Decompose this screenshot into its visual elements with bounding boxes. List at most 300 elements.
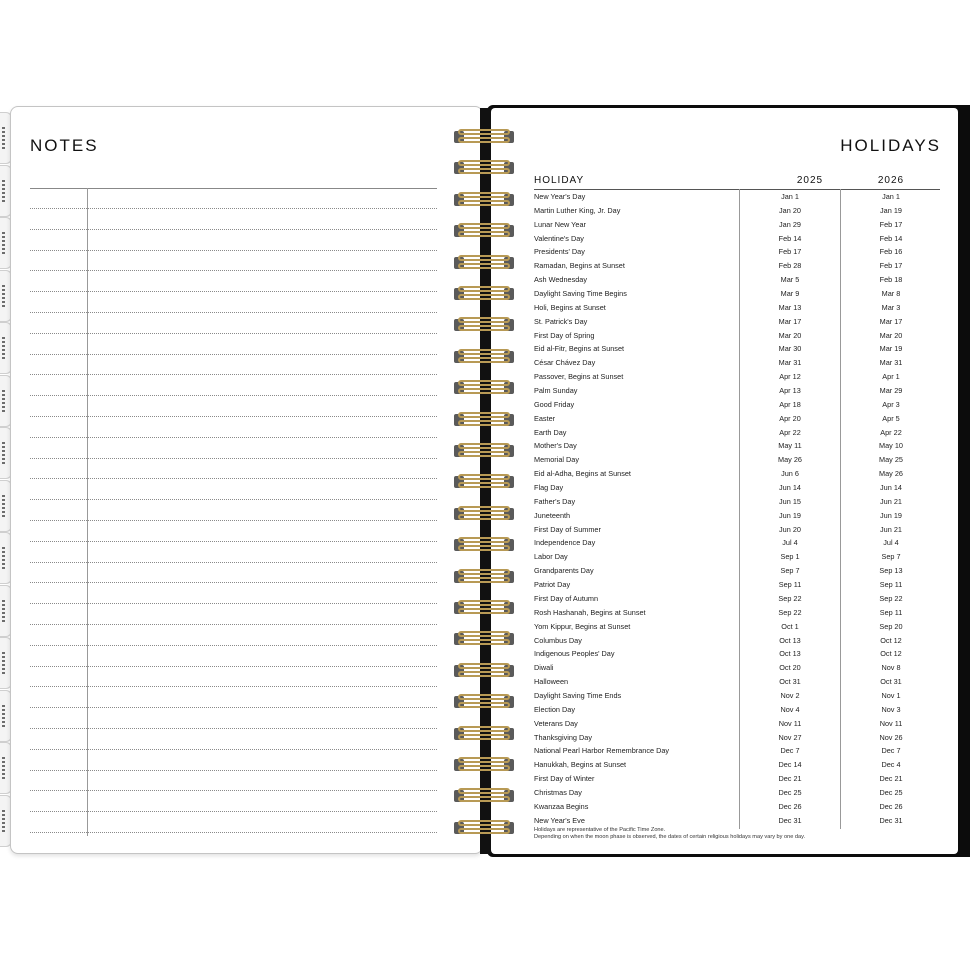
spiral-ring [452, 599, 518, 617]
date-2026: Jul 4 [883, 538, 899, 548]
date-2026: Mar 8 [881, 289, 901, 299]
date-2026: Feb 18 [879, 275, 903, 285]
ring-wire [458, 757, 510, 763]
holiday-name: Ramadan, Begins at Sunset [534, 261, 625, 271]
table-row [534, 578, 940, 592]
date-2026: Nov 26 [879, 732, 903, 742]
holidays-table [534, 173, 940, 828]
table-row [534, 564, 940, 578]
date-2025: Oct 20 [779, 663, 801, 673]
holiday-name: Ash Wednesday [534, 275, 588, 285]
table-row [534, 717, 940, 731]
date-2025: Dec 14 [778, 760, 802, 770]
notes-line [30, 624, 437, 625]
date-2025: Jun 14 [779, 483, 801, 493]
ring-wire [458, 160, 510, 166]
table-row [534, 384, 940, 398]
holiday-name: Palm Sunday [534, 386, 578, 396]
notes-line [30, 582, 437, 583]
date-2026: Jan 19 [880, 205, 902, 215]
date-2026: Jun 14 [880, 483, 902, 493]
ring-wire [458, 317, 510, 323]
date-2026: Mar 31 [879, 358, 903, 368]
holidays-footnote [534, 827, 954, 841]
ring-wire [458, 726, 510, 732]
date-2026: Sep 22 [879, 593, 903, 603]
date-2025: Feb 28 [778, 261, 802, 271]
holiday-name: Columbus Day [534, 635, 582, 645]
ring-wire [458, 694, 510, 700]
notes-line [30, 291, 437, 292]
table-row [534, 329, 940, 343]
ring-wire [458, 168, 510, 174]
tab-label-mark [2, 337, 5, 359]
ring-wire [458, 796, 510, 802]
holiday-name: Earth Day [534, 427, 567, 437]
holiday-name: Memorial Day [534, 455, 580, 465]
holiday-name: Eid al-Fitr, Begins at Sunset [534, 344, 625, 354]
holiday-name: Martin Luther King, Jr. Day [534, 205, 621, 215]
date-2026: Nov 3 [881, 704, 901, 714]
tab-label-mark [2, 705, 5, 727]
date-2025: Jan 20 [779, 205, 801, 215]
table-row [534, 744, 940, 758]
holiday-name: Easter [534, 413, 556, 423]
notes-line [30, 250, 437, 251]
date-2025: Sep 7 [780, 566, 800, 576]
notes-line [30, 312, 437, 313]
ring-wire [458, 514, 510, 520]
notes-line [30, 458, 437, 459]
date-2026: Jun 21 [880, 496, 902, 506]
table-row [534, 412, 940, 426]
table-row [534, 758, 940, 772]
ring-wire [458, 474, 510, 480]
holiday-name: Diwali [534, 663, 554, 673]
notes-line [30, 666, 437, 667]
ring-wire [458, 412, 510, 418]
date-2026: Dec 25 [879, 787, 903, 797]
table-row [534, 786, 940, 800]
date-2026: Sep 11 [879, 607, 903, 617]
holiday-name: Kwanzaa Begins [534, 801, 589, 811]
date-2026: Sep 11 [879, 580, 903, 590]
date-2025: Apr 13 [779, 386, 801, 396]
spiral-ring [452, 159, 518, 177]
holiday-name: Rosh Hashanah, Begins at Sunset [534, 607, 646, 617]
notes-line [30, 374, 437, 375]
holiday-name: Mother's Day [534, 441, 577, 451]
holiday-name: Valentine's Day [534, 233, 584, 243]
date-2026: Dec 7 [881, 746, 901, 756]
holiday-name: César Chávez Day [534, 358, 596, 368]
date-2025: Jun 19 [779, 510, 801, 520]
date-2026: Dec 4 [881, 760, 901, 770]
holiday-name: Flag Day [534, 483, 564, 493]
date-2026: Jun 21 [880, 524, 902, 534]
footnote-line: Holidays are representative of the Pacific Time Zone. [534, 827, 666, 833]
holiday-name: Labor Day [534, 552, 568, 562]
spiral-ring [452, 348, 518, 366]
holiday-name: Good Friday [534, 399, 575, 409]
tab-label-mark [2, 757, 5, 779]
notes-top-rule [30, 188, 437, 189]
date-2025: Nov 4 [780, 704, 800, 714]
date-2026: May 26 [879, 469, 903, 479]
spiral-ring [452, 662, 518, 680]
date-2025: Sep 11 [778, 580, 802, 590]
date-2026: May 10 [879, 441, 903, 451]
ring-wire [458, 631, 510, 637]
date-2026: Nov 11 [879, 718, 903, 728]
notes-line [30, 520, 437, 521]
ring-wire [458, 663, 510, 669]
holiday-name: St. Patrick's Day [534, 316, 588, 326]
date-2025: Apr 18 [779, 399, 801, 409]
date-2025: Apr 20 [779, 413, 801, 423]
notes-line [30, 790, 437, 791]
date-2025: Feb 17 [778, 247, 802, 257]
table-row [534, 661, 940, 675]
date-2026: Apr 22 [880, 427, 902, 437]
table-row [534, 814, 940, 828]
date-2025: Jun 20 [779, 524, 801, 534]
spiral-ring [452, 379, 518, 397]
ring-wire [458, 200, 510, 206]
date-2025: Oct 13 [779, 635, 801, 645]
table-row [534, 634, 940, 648]
notes-line [30, 478, 437, 479]
ring-wire [458, 137, 510, 143]
holiday-name: Patriot Day [534, 580, 571, 590]
date-2026: Sep 13 [879, 566, 903, 576]
table-row [534, 287, 940, 301]
date-2026: Feb 17 [879, 261, 903, 271]
table-row [534, 218, 940, 232]
notes-line [30, 562, 437, 563]
holiday-name: Passover, Begins at Sunset [534, 372, 624, 382]
tab-label-mark [2, 547, 5, 569]
table-row [534, 356, 940, 370]
table-row [534, 772, 940, 786]
table-row [534, 523, 940, 537]
spiral-ring [452, 693, 518, 711]
date-2026: Feb 14 [879, 233, 903, 243]
footnote-line: Depending on when the moon phase is observed, the dates of certain religious holidays may vary by one day. [534, 833, 806, 840]
table-row [534, 800, 940, 814]
spiral-ring [452, 411, 518, 429]
holiday-name: Independence Day [534, 538, 596, 548]
table-row [534, 620, 940, 634]
date-2025: Oct 13 [779, 649, 801, 659]
table-row [534, 675, 940, 689]
date-2025: Apr 22 [779, 427, 801, 437]
date-2026: Apr 1 [882, 372, 900, 382]
holidays-rows [534, 190, 940, 828]
date-2026: Dec 31 [879, 815, 903, 825]
date-2025: Mar 5 [780, 275, 800, 285]
table-row [534, 689, 940, 703]
table-row [534, 731, 940, 745]
date-2026: Oct 12 [880, 635, 902, 645]
ring-wire [458, 357, 510, 363]
ring-wire [458, 639, 510, 645]
tab-label-mark [2, 127, 5, 149]
spiral-ring [452, 505, 518, 523]
date-2026: Jun 19 [880, 510, 902, 520]
ring-wire [458, 388, 510, 394]
header-2026: 2026 [877, 175, 905, 186]
table-row [534, 273, 940, 287]
holiday-name: New Year's Day [534, 192, 586, 201]
date-2025: Oct 1 [781, 621, 799, 631]
header-2025: 2025 [796, 175, 824, 186]
ring-wire [458, 600, 510, 606]
notes-line [30, 333, 437, 334]
spiral-binding [452, 128, 522, 848]
holiday-name: Hanukkah, Begins at Sunset [534, 760, 627, 770]
table-row [534, 439, 940, 453]
notes-line [30, 686, 437, 687]
date-2025: Dec 25 [778, 787, 802, 797]
date-2026: Nov 1 [881, 690, 901, 700]
ring-wire [458, 223, 510, 229]
holiday-name: Christmas Day [534, 787, 582, 797]
table-row [534, 647, 940, 661]
ring-wire [458, 192, 510, 198]
holiday-name: Juneteenth [534, 510, 571, 520]
notes-line [30, 229, 437, 230]
date-2025: Oct 31 [779, 677, 801, 687]
table-row [534, 703, 940, 717]
ring-wire [458, 820, 510, 826]
notes-line [30, 499, 437, 500]
ring-wire [458, 788, 510, 794]
spiral-ring [452, 536, 518, 554]
notes-line [30, 270, 437, 271]
date-2025: Jan 1 [781, 192, 799, 201]
ring-wire [458, 443, 510, 449]
ring-wire [458, 828, 510, 834]
table-row [534, 481, 940, 495]
table-row [534, 495, 940, 509]
date-2025: Mar 9 [780, 289, 800, 299]
holiday-name: Lunar New Year [534, 219, 586, 229]
ring-wire [458, 482, 510, 488]
date-2026: Sep 7 [881, 552, 901, 562]
holiday-name: Veterans Day [534, 718, 578, 728]
ring-wire [458, 545, 510, 551]
date-2025: May 26 [778, 455, 802, 465]
table-row [534, 245, 940, 259]
ring-wire [458, 506, 510, 512]
table-row [534, 426, 940, 440]
table-row [534, 190, 940, 204]
date-2025: Jan 29 [779, 219, 801, 229]
holiday-name: Halloween [534, 677, 569, 687]
holiday-name: Thanksgiving Day [534, 732, 592, 742]
notes-line [30, 416, 437, 417]
spiral-ring [452, 128, 518, 146]
spiral-ring [452, 254, 518, 272]
spiral-ring [452, 222, 518, 240]
tab-label-mark [2, 390, 5, 412]
ring-wire [458, 231, 510, 237]
spiral-ring [452, 568, 518, 586]
holiday-name: Holi, Begins at Sunset [534, 302, 606, 312]
table-row [534, 370, 940, 384]
ring-wire [458, 255, 510, 261]
table-row [534, 259, 940, 273]
holiday-name: Indigenous Peoples' Day [534, 649, 615, 659]
date-2026: Apr 5 [882, 413, 900, 423]
date-2025: Dec 7 [780, 746, 800, 756]
date-2025: Mar 30 [778, 344, 802, 354]
date-2026: Sep 20 [879, 621, 903, 631]
date-2026: Oct 12 [880, 649, 902, 659]
ring-wire [458, 734, 510, 740]
date-2026: Feb 16 [879, 247, 903, 257]
ring-wire [458, 129, 510, 135]
holidays-table-header [534, 173, 940, 190]
notes-line [30, 395, 437, 396]
ring-wire [458, 349, 510, 355]
holiday-name: First Day of Summer [534, 524, 601, 534]
notes-line [30, 728, 437, 729]
spiral-ring [452, 787, 518, 805]
date-2025: Nov 2 [780, 690, 800, 700]
notes-line [30, 707, 437, 708]
table-row [534, 509, 940, 523]
table-row [534, 550, 940, 564]
holiday-name: Daylight Saving Time Begins [534, 289, 627, 299]
date-2026: Nov 8 [881, 663, 901, 673]
date-2026: Dec 26 [879, 801, 903, 811]
date-2026: Jan 1 [882, 192, 900, 201]
date-2026: Oct 31 [880, 677, 902, 687]
date-2025: Mar 17 [778, 316, 802, 326]
table-row [534, 606, 940, 620]
date-2026: Mar 20 [879, 330, 903, 340]
ring-wire [458, 702, 510, 708]
date-2025: Dec 21 [778, 774, 802, 784]
table-row [534, 232, 940, 246]
ring-wire [458, 263, 510, 269]
table-row [534, 204, 940, 218]
ring-wire [458, 608, 510, 614]
date-2026: May 25 [879, 455, 903, 465]
date-2025: Mar 20 [778, 330, 802, 340]
spiral-ring [452, 725, 518, 743]
table-row [534, 536, 940, 550]
holiday-name: New Year's Eve [534, 815, 585, 825]
tab-label-mark [2, 442, 5, 464]
table-row [534, 342, 940, 356]
spiral-ring [452, 756, 518, 774]
date-2025: Dec 31 [778, 815, 802, 825]
notes-line [30, 811, 437, 812]
tab-label-mark [2, 232, 5, 254]
holiday-name: Daylight Saving Time Ends [534, 690, 622, 700]
spiral-ring [452, 316, 518, 334]
ring-wire [458, 569, 510, 575]
holiday-name: Father's Day [534, 496, 576, 506]
holiday-name: Yom Kippur, Begins at Sunset [534, 621, 631, 631]
spiral-ring [452, 191, 518, 209]
date-2025: Jun 6 [781, 469, 799, 479]
notes-margin-line [87, 188, 88, 836]
date-2025: Jul 4 [782, 538, 798, 548]
header-holiday: HOLIDAY [534, 175, 585, 186]
spiral-ring [452, 442, 518, 460]
ring-wire [458, 294, 510, 300]
date-2025: Apr 12 [779, 372, 801, 382]
tab-label-mark [2, 810, 5, 832]
spiral-ring [452, 285, 518, 303]
notes-line [30, 354, 437, 355]
notes-line [30, 603, 437, 604]
ring-wire [458, 451, 510, 457]
date-2025: Sep 22 [778, 593, 802, 603]
holiday-name: Eid al-Adha, Begins at Sunset [534, 469, 631, 479]
date-2025: Dec 26 [778, 801, 802, 811]
ring-wire [458, 577, 510, 583]
date-2025: Sep 22 [778, 607, 802, 617]
notes-line [30, 541, 437, 542]
date-2025: May 11 [778, 441, 802, 451]
notes-line [30, 832, 437, 833]
date-2025: Nov 27 [778, 732, 802, 742]
ring-wire [458, 286, 510, 292]
holiday-name: First Day of Spring [534, 330, 595, 340]
date-2025: Mar 13 [778, 302, 802, 312]
ring-wire [458, 325, 510, 331]
table-row [534, 592, 940, 606]
table-row [534, 315, 940, 329]
notes-line [30, 749, 437, 750]
holiday-name: National Pearl Harbor Remembrance Day [534, 746, 670, 756]
date-2026: Mar 29 [879, 386, 903, 396]
notes-line [30, 645, 437, 646]
holidays-title: HOLIDAYS [840, 136, 941, 155]
notes-line [30, 770, 437, 771]
ring-wire [458, 671, 510, 677]
notes-title: NOTES [30, 136, 99, 155]
holiday-name: Election Day [534, 704, 575, 714]
table-row [534, 453, 940, 467]
holiday-name: First Day of Autumn [534, 593, 599, 603]
tab-label-mark [2, 180, 5, 202]
date-2025: Sep 1 [780, 552, 800, 562]
tab-label-mark [2, 285, 5, 307]
spiral-ring [452, 819, 518, 837]
notes-line [30, 208, 437, 209]
tab-label-mark [2, 600, 5, 622]
spiral-ring [452, 630, 518, 648]
date-2026: Dec 21 [879, 774, 903, 784]
tab-label-mark [2, 652, 5, 674]
date-2026: Mar 3 [881, 302, 901, 312]
notes-lined-area [30, 188, 437, 838]
date-2025: Jun 15 [779, 496, 801, 506]
ring-wire [458, 420, 510, 426]
date-2025: Feb 14 [778, 233, 802, 243]
holiday-name: First Day of Winter [534, 774, 595, 784]
date-2026: Feb 17 [879, 219, 903, 229]
ring-wire [458, 537, 510, 543]
holiday-name: Presidents' Day [534, 247, 585, 257]
ring-wire [458, 380, 510, 386]
